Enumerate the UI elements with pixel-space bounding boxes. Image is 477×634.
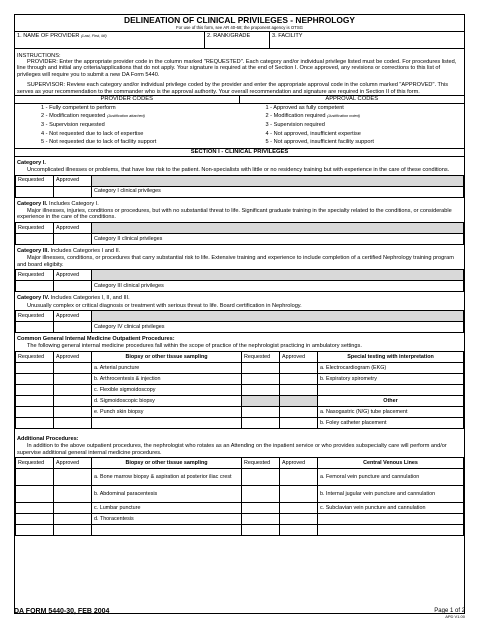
category-title-extra: Includes Category I. [49,200,99,207]
shaded-cell [92,175,464,186]
instructions [15,48,464,96]
procedure-item: a. Femoral vein puncture and cannulation [318,469,464,486]
requested-cell[interactable] [16,514,54,525]
requested-header: Requested [16,175,54,186]
facility-field[interactable] [270,32,464,48]
privilege-label: Category IV clinical privileges [92,321,464,332]
procedure-item: d. Thoracentesis [92,514,242,525]
provider-name-hint: (Last, First, MI) [81,33,107,38]
shaded-cell [242,395,280,406]
category-block [15,198,464,245]
approved-header: Approved [54,270,92,281]
category-title: Category I. [17,159,46,166]
requested-cell[interactable] [16,233,54,244]
form-subtitle: For use of this form, see AR 40-68; the proponent agency is OTSG [175,24,304,30]
requested-cell[interactable] [16,321,54,332]
approved-cell[interactable] [280,503,318,514]
additional-table [15,457,464,536]
procedure-item: a. Electrocardiogram (EKG) [318,362,464,373]
requested-cell[interactable] [242,362,280,373]
procedure-item: a. Bone marrow biopsy & aspiration at posterior iliac crest [92,469,242,486]
page-number: Page 1 of 2 [434,608,465,614]
privilege-label: Category III clinical privileges [92,281,464,292]
approval-codes [240,105,465,148]
approved-header: Approved [54,222,92,233]
approved-cell[interactable] [54,233,92,244]
approved-cell[interactable] [54,514,92,525]
right-procedures-header: Central Venous Lines [318,458,464,469]
procedure-item [318,514,464,525]
rank-field[interactable] [205,32,270,48]
outpatient-title: Common General Internal Medicine Outpatient Procedures: [17,335,175,342]
form-title: DELINEATION OF CLINICAL PRIVILEGES - NEPHROLOGY [124,15,355,25]
shaded-cell [92,310,464,321]
requested-cell[interactable] [242,514,280,525]
approved-cell[interactable] [54,395,92,406]
instructions-heading: INSTRUCTIONS: [17,52,61,59]
privilege-label: Category II clinical privileges [92,233,464,244]
provider-code: 2 - Modification requested (Justification attached) [41,113,145,120]
approved-cell[interactable] [280,469,318,486]
additional-block [15,429,464,536]
form-page [14,14,465,614]
provider-name-label: 1. NAME OF PROVIDER [17,32,80,39]
category-title: Category II. [17,200,48,207]
procedure-item: c. Subclavian vein puncture and cannulation [318,503,464,514]
procedure-item [318,384,464,395]
approved-cell[interactable] [54,417,92,428]
category-title: Category IV. [17,295,50,302]
approval-code-note: (Justification noted) [327,114,361,119]
additional-title: Additional Procedures: [17,435,79,442]
approved-cell[interactable] [54,406,92,417]
section1-title: SECTION I - CLINICAL PRIVILEGES [15,148,464,157]
codes-header [15,95,464,104]
requested-cell[interactable] [242,469,280,486]
provider-codes-header: PROVIDER CODES [15,95,240,104]
provider-code: 3 - Supervision requested [41,121,105,128]
outpatient-table [15,351,464,429]
approved-cell[interactable] [280,384,318,395]
approved-cell[interactable] [54,281,92,292]
requested-cell[interactable] [16,417,54,428]
category-block [15,245,464,292]
category-table [15,310,464,333]
procedure-item [318,525,464,536]
procedure-item: a. Arterial puncture [92,362,242,373]
approved-cell[interactable] [54,525,92,536]
procedure-item: d. Sigmoidoscopic biopsy [92,395,242,406]
requested-cell[interactable] [16,186,54,197]
approved-header: Approved [54,310,92,321]
category-desc: Uncomplicated illnesses or problems, that have low risk to the patient. Non-specialists with little or no residency training but with experience in the care of these conditions. [27,167,450,174]
requested-cell[interactable] [242,406,280,417]
requested-header: Requested [16,351,54,362]
apd-version: APD V1.00 [445,614,465,619]
form-number: DA FORM 5440-30, FEB 2004 [14,608,110,615]
shaded-cell [280,395,318,406]
approval-code: 4 - Not approved, insufficient expertise [265,130,361,137]
approved-cell[interactable] [54,362,92,373]
procedure-item [92,417,242,428]
left-procedures-header: Biopsy or other tissue sampling [92,351,242,362]
procedure-item: b. Foley catheter placement [318,417,464,428]
requested-cell[interactable] [16,362,54,373]
rank-label: 2. RANK/GRADE [207,32,251,39]
provider-codes [15,105,240,148]
approved-cell[interactable] [54,373,92,384]
category-title: Category III. [17,247,50,254]
category-desc: Major illnesses, injuries, conditions or procedures, but with no substantial threat to life. Significant graduate training in the specialty related to the conditions, or considerable experience in the care of the conditions. [17,208,452,221]
approved-cell[interactable] [280,525,318,536]
left-procedures-header: Biopsy or other tissue sampling [92,458,242,469]
requested-cell[interactable] [16,373,54,384]
category-table [15,175,464,198]
approved-cell[interactable] [280,486,318,503]
requested-cell[interactable] [242,486,280,503]
codes-list [15,104,464,148]
approved-cell[interactable] [54,321,92,332]
header-fields [15,31,464,48]
approval-code: 5 - Not approved, insufficient facility support [265,139,374,146]
requested-cell[interactable] [16,469,54,486]
provider-name-field[interactable] [15,32,205,48]
approved-cell[interactable] [54,469,92,486]
procedure-item: c. Flexible sigmoidoscopy [92,384,242,395]
requested-cell[interactable] [242,373,280,384]
requested-cell[interactable] [16,384,54,395]
procedure-item: b. Internal jugular vein puncture and cannulation [318,486,464,503]
outpatient-block [15,333,464,429]
approved-cell[interactable] [280,373,318,384]
requested-cell[interactable] [16,525,54,536]
procedure-item: c. Lumbar puncture [92,503,242,514]
shaded-cell [92,270,464,281]
requested-cell[interactable] [16,406,54,417]
approved-cell[interactable] [280,362,318,373]
requested-header: Requested [242,351,280,362]
approved-cell[interactable] [54,486,92,503]
requested-header: Requested [16,458,54,469]
category-desc: Major illnesses, conditions, or procedures that carry substantial risk to life. Extensive training and experience to include completion of a certified Nephrology training program and board eligibity. [17,255,454,268]
category-title-extra: Includes Categories I and II. [50,247,121,254]
category-block [15,157,464,198]
other-subheader: Other [318,395,464,406]
privilege-label: Category I clinical privileges [92,186,464,197]
category-table [15,222,464,245]
requested-cell[interactable] [16,486,54,503]
requested-cell[interactable] [242,503,280,514]
procedure-item: b. Expiratory spirometry [318,373,464,384]
approved-header: Approved [54,458,92,469]
requested-header: Requested [16,270,54,281]
approved-header: Approved [280,458,318,469]
provider-code-note: (Justification attached) [106,114,145,119]
approval-code: 1 - Approved as fully competent [265,104,344,111]
requested-cell[interactable] [16,395,54,406]
requested-cell[interactable] [16,503,54,514]
provider-code: 5 - Not requested due to lack of facility support [41,139,157,146]
approved-cell[interactable] [280,417,318,428]
approved-cell[interactable] [280,406,318,417]
procedure-item: a. Nasogastric (N/G) tube placement [318,406,464,417]
approval-code: 2 - Modification required (Justification noted) [265,113,361,120]
category-title-extra: Includes Categories I, II, and III. [50,295,130,302]
right-procedures-header: Special testing with interpretation [318,351,464,362]
approved-cell[interactable] [54,503,92,514]
procedure-item: b. Arthrocentesis & injection [92,373,242,384]
approved-cell[interactable] [54,186,92,197]
category-table [15,269,464,292]
shaded-cell [92,222,464,233]
facility-label: 3. FACILITY [272,32,303,39]
approved-cell[interactable] [280,514,318,525]
provider-code: 1 - Fully competent to perform [41,104,116,111]
procedure-item [92,525,242,536]
requested-cell[interactable] [242,384,280,395]
requested-cell[interactable] [242,525,280,536]
requested-cell[interactable] [242,417,280,428]
requested-header: Requested [16,222,54,233]
approval-codes-header: APPROVAL CODES [240,95,465,104]
category-block [15,292,464,333]
requested-cell[interactable] [16,281,54,292]
approved-header: Approved [280,351,318,362]
requested-header: Requested [242,458,280,469]
provider-code: 4 - Not requested due to lack of expertise [41,130,144,137]
procedure-item: e. Punch skin biopsy [92,406,242,417]
category-desc: Unusually complex or critical diagnosis or treatment with serious threat to life. Board certification in Nephrology. [27,302,302,309]
instructions-provider: PROVIDER: Enter the appropriate provider code in the column marked "REQUESTED". Each category and/or individual privilege listed must be coded. For procedures listed, line through and initial any criteria/applications that do not apply. Your signature is required at the end of Section I. Once approved, any revisions or corrections to this list of privileges will require you to submit a new DA Form 5440. [17,59,457,78]
additional-desc: In addition to the above outpatient procedures, the nephrologist who rotates as an Attending on the inpatient service or who provides subspecialty care will perform and/or supervise additional general internal medicine procedures. [17,443,447,456]
approval-code: 3 - Supervision required [265,121,325,128]
procedure-item: b. Abdominal paracentesis [92,486,242,503]
requested-header: Requested [16,310,54,321]
approved-header: Approved [54,175,92,186]
outpatient-desc: The following general internal medicine procedures fall within the scope of practice of the nephrologist practicing in ambulatory settings. [27,343,362,350]
approved-cell[interactable] [54,384,92,395]
instructions-supervisor: SUPERVISOR: Review each category and/or individual privilege coded by the provider and enter the appropriate approval code in the column marked "APPROVED". This serves as your recommendation to the commander who is the approval authority. Your overall recommendation and signature are required in Section II of this form. [17,82,449,95]
approved-header: Approved [54,351,92,362]
